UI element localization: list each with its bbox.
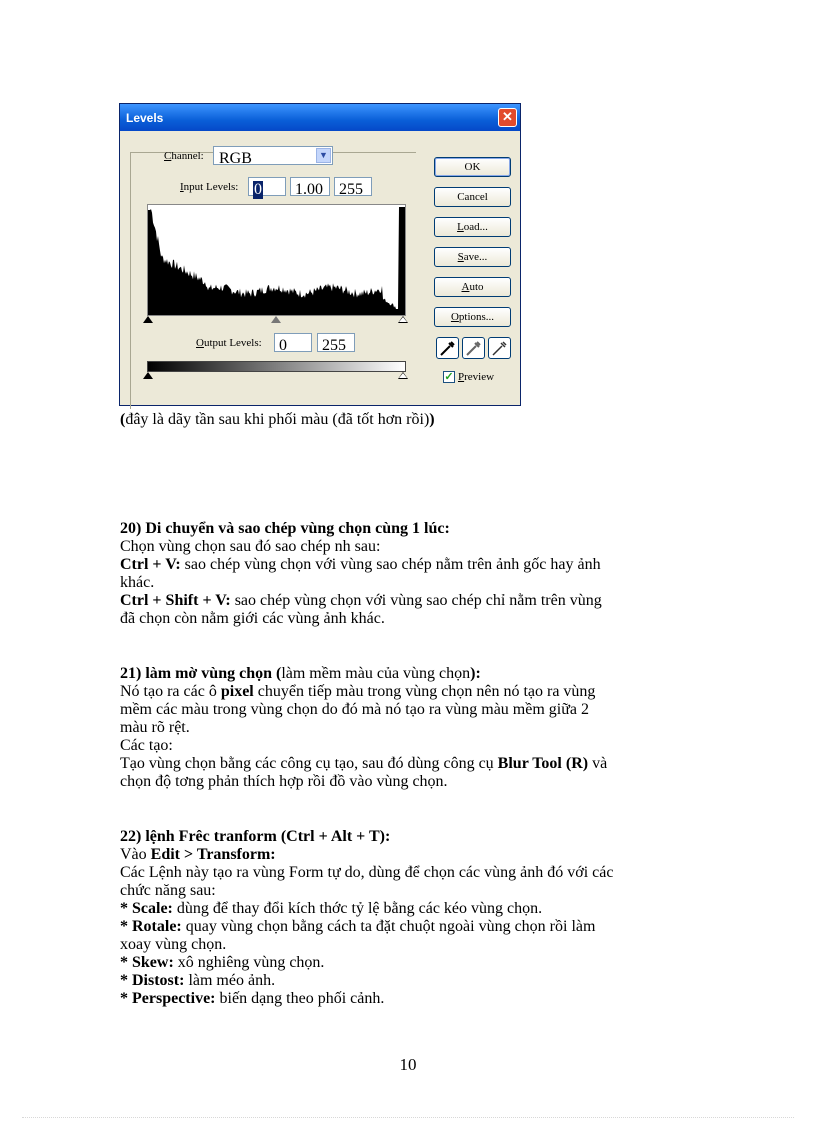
histogram — [147, 204, 406, 316]
s22-line-8: * Distost: làm méo ảnh. — [120, 972, 276, 989]
histogram-area — [148, 207, 405, 315]
s21-line-3: màu rõ rệt. — [120, 719, 190, 736]
s22-line-6: xoay vùng chọn. — [120, 936, 227, 953]
s21-line-6: chọn độ tơng phản thích hợp rồi đồ vào vùng chọn. — [120, 773, 448, 790]
s21-line-5: Tạo vùng chọn bằng các công cụ tạo, sau đó dùng công cụ Blur Tool (R) và — [120, 755, 608, 772]
close-icon[interactable]: ✕ — [498, 108, 517, 127]
input-levels-label: Input Levels: — [180, 181, 239, 193]
s22-line-4: * Scale: dùng để thay đổi kích thớc tỷ lệ bằng các kéo vùng chọn. — [120, 900, 543, 917]
s20-line-5: đã chọn còn nằm giới các vùng ảnh khác. — [120, 610, 385, 627]
dialog-title: Levels — [126, 111, 164, 125]
s22-line-2: Các Lệnh này tạo ra vùng Form tự do, dùng để chọn các vùng ảnh đó với các — [120, 864, 614, 881]
input-white-field[interactable]: 255 — [334, 177, 372, 196]
load-button[interactable]: Load... — [434, 217, 511, 237]
s21-line-4: Các tạo: — [120, 737, 173, 754]
s21-line-2: mềm các màu trong vùng chọn do đó mà nó tạo ra vùng màu mềm giữa 2 — [120, 701, 589, 718]
histogram-graph — [148, 205, 405, 315]
black-eyedropper-button[interactable] — [436, 337, 459, 359]
ok-button[interactable]: OK — [434, 157, 511, 177]
channel-value: RGB — [219, 150, 252, 167]
s22-line-3: chức năng sau: — [120, 882, 216, 899]
output-gradient-bar — [147, 361, 406, 372]
white-eyedropper-button[interactable] — [488, 337, 511, 359]
s22-line-5: * Rotale: quay vùng chọn bằng cách ta đặt chuột ngoài vùng chọn rồi làm — [120, 918, 596, 935]
input-gamma-field[interactable]: 1.00 — [290, 177, 330, 196]
footer-rule — [22, 1117, 794, 1118]
s22-line-1: Vào Edit > Transform: — [120, 846, 276, 863]
s20-line-1: Chọn vùng chọn sau đó sao chép nh sau: — [120, 538, 381, 555]
input-white-slider[interactable] — [399, 317, 407, 322]
s20-line-4: Ctrl + Shift + V: sao chép vùng chọn với vùng sao chép chỉ nằm trên vùng — [120, 592, 602, 609]
gray-eyedropper-button[interactable] — [462, 337, 485, 359]
output-white-field[interactable]: 255 — [317, 333, 355, 352]
page-number: 10 — [399, 1055, 417, 1074]
channel-select[interactable] — [213, 146, 333, 165]
section-20-heading: 20) Di chuyển và sao chép vùng chọn cùng 1 lúc: — [120, 520, 450, 537]
section-21-heading: 21) làm mờ vùng chọn (làm mềm màu của vùng chọn): — [120, 665, 481, 682]
preview-label: Preview — [458, 371, 495, 383]
cancel-button[interactable]: Cancel — [434, 187, 511, 207]
input-gamma-slider[interactable] — [271, 316, 281, 323]
input-black-field[interactable]: 0 — [248, 177, 286, 196]
output-white-slider[interactable] — [399, 373, 407, 378]
output-black-field[interactable]: 0 — [274, 333, 312, 352]
chevron-down-icon[interactable]: ▼ — [316, 148, 331, 163]
output-black-slider[interactable] — [143, 372, 153, 379]
save-button[interactable]: Save... — [434, 247, 511, 267]
s22-line-7: * Skew: xô nghiêng vùng chọn. — [120, 954, 325, 971]
s20-line-3: khác. — [120, 574, 155, 591]
options-button[interactable]: Options... — [434, 307, 511, 327]
auto-button[interactable]: Auto — [434, 277, 511, 297]
eyedropper-gray-icon — [463, 338, 484, 358]
figure-caption: (đây là dãy tần sau khi phối màu (đã tốt hơn rồi)) — [120, 411, 435, 428]
eyedropper-black-icon — [437, 338, 458, 358]
s21-line-1: Nó tạo ra các ô pixel chuyển tiếp màu trong vùng chọn nên nó tạo ra vùng — [120, 683, 596, 700]
s22-line-9: * Perspective: biến dạng theo phối cảnh. — [120, 990, 385, 1007]
preview-checkbox[interactable]: ✓ — [444, 371, 454, 383]
s20-line-2: Ctrl + V: sao chép vùng chọn với vùng sao chép nằm trên ảnh gốc hay ảnh — [120, 556, 601, 573]
eyedropper-white-icon — [489, 338, 510, 358]
channel-label: Channel: — [164, 150, 204, 162]
dialog-titlebar[interactable] — [120, 104, 520, 131]
section-22-heading: 22) lệnh Frêc tranform (Ctrl + Alt + T): — [120, 828, 391, 845]
output-levels-label: Output Levels: — [196, 337, 262, 349]
input-black-slider[interactable] — [143, 316, 153, 323]
